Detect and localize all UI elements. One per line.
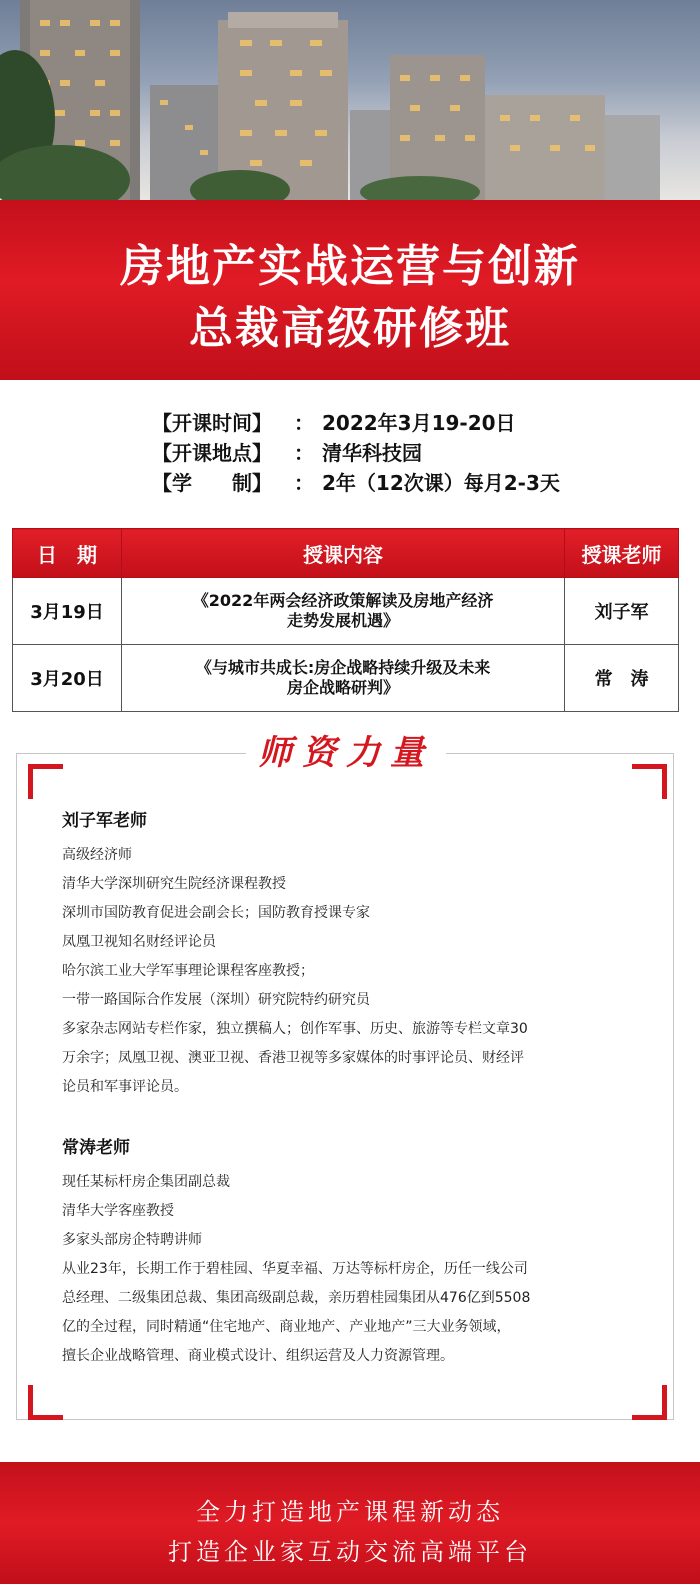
info-row-start-time (152, 408, 672, 438)
column-header-date: 日 期 (13, 529, 122, 578)
content-line: 房企战略研判》 (287, 678, 400, 697)
teacher-bio-line: 多家头部房企特聘讲师 (62, 1232, 202, 1248)
info-separator: ： (294, 411, 314, 435)
teacher-bio-line: 清华大学深圳研究生院经济课程教授 (62, 876, 286, 892)
column-header-content: 授课内容 (121, 529, 564, 578)
info-value: 清华科技园 (322, 441, 422, 465)
hero-building-image (0, 0, 700, 200)
teacher-bio-line: 一带一路国际合作发展（深圳）研究院特约研究员 (62, 992, 370, 1008)
table-row (13, 578, 679, 645)
teacher-bio-line: 论员和军事评论员。 (62, 1079, 188, 1095)
page-title-line-2: 总裁高级研修班 (189, 303, 511, 354)
footer-slogan-1: 全力打造地产课程新动态 (196, 1498, 504, 1526)
teacher-bio-line: 擅长企业战略管理、商业模式设计、组织运营及人力资源管理。 (62, 1348, 454, 1364)
cell-teacher: 刘子军 (565, 578, 679, 645)
cell-content (121, 578, 564, 645)
teacher-bio-line: 万余字；凤凰卫视、澳亚卫视、香港卫视等多家媒体的时事评论员、财经评 (62, 1050, 524, 1066)
cell-date: 3月19日 (13, 578, 122, 645)
table-row (13, 645, 679, 712)
teacher-name: 刘子军老师 (62, 811, 147, 831)
corner-bracket-bottom-right (632, 1385, 667, 1420)
teacher-bio-line: 深圳市国防教育促进会副会长；国防教育授课专家 (62, 905, 370, 921)
faculty-section-title: 师资力量 (246, 728, 446, 778)
info-label: 【学 制】 (152, 471, 272, 495)
content-line: 《2022年两会经济政策解读及房地产经济 (192, 591, 494, 610)
teacher-bio-line: 总经理、二级集团总裁、集团高级副总裁，亲历碧桂园集团从476亿到5508 (62, 1290, 531, 1306)
teacher-bio-line: 现任某标杆房企集团副总裁 (62, 1174, 230, 1190)
footer-banner (0, 1462, 700, 1584)
corner-bracket-bottom-left (28, 1385, 63, 1420)
table-header-row (13, 529, 679, 578)
teacher-bio-line: 从业23年，长期工作于碧桂园、华夏幸福、万达等标杆房企，历任一线公司 (62, 1261, 528, 1277)
info-separator: ： (294, 441, 314, 465)
teacher-profile-chang (62, 1133, 642, 1371)
cell-date: 3月20日 (13, 645, 122, 712)
title-banner (0, 200, 700, 380)
teacher-name: 常涛老师 (62, 1138, 130, 1158)
teacher-profile-liu (62, 806, 642, 1102)
info-label: 【开课时间】 (152, 411, 272, 435)
schedule-table (12, 528, 679, 712)
teacher-bio-line: 高级经济师 (62, 847, 132, 863)
teacher-bio-line: 亿的全过程，同时精通“住宅地产、商业地产、产业地产”三大业务领域， (62, 1319, 511, 1335)
teacher-bio-line: 多家杂志网站专栏作家，独立撰稿人；创作军事、历史、旅游等专栏文章30 (62, 1021, 528, 1037)
corner-bracket-top-right (632, 764, 667, 799)
page-title-line-1: 房地产实战运营与创新 (120, 241, 580, 292)
faculty-title-wrap (16, 728, 674, 778)
teacher-bio-line: 凤凰卫视知名财经评论员 (62, 934, 216, 950)
teacher-bio-line: 清华大学客座教授 (62, 1203, 174, 1219)
info-value: 2022年3月19-20日 (322, 411, 516, 435)
cell-teacher: 常 涛 (565, 645, 679, 712)
course-info (152, 408, 672, 498)
column-header-teacher: 授课老师 (565, 529, 679, 578)
corner-bracket-top-left (28, 764, 63, 799)
info-label: 【开课地点】 (152, 441, 272, 465)
info-value: 2年（12次课）每月2-3天 (322, 471, 560, 495)
info-row-location (152, 438, 672, 468)
footer-slogan-2: 打造企业家互动交流高端平台 (168, 1538, 532, 1566)
content-line: 走势发展机遇》 (287, 611, 400, 630)
content-line: 《与城市共成长:房企战略持续升级及未来 (195, 658, 491, 677)
teacher-bio-line: 哈尔滨工业大学军事理论课程客座教授； (62, 963, 314, 979)
info-row-duration (152, 468, 672, 498)
info-separator: ： (294, 471, 314, 495)
cell-content (121, 645, 564, 712)
building-illustration (0, 0, 700, 200)
